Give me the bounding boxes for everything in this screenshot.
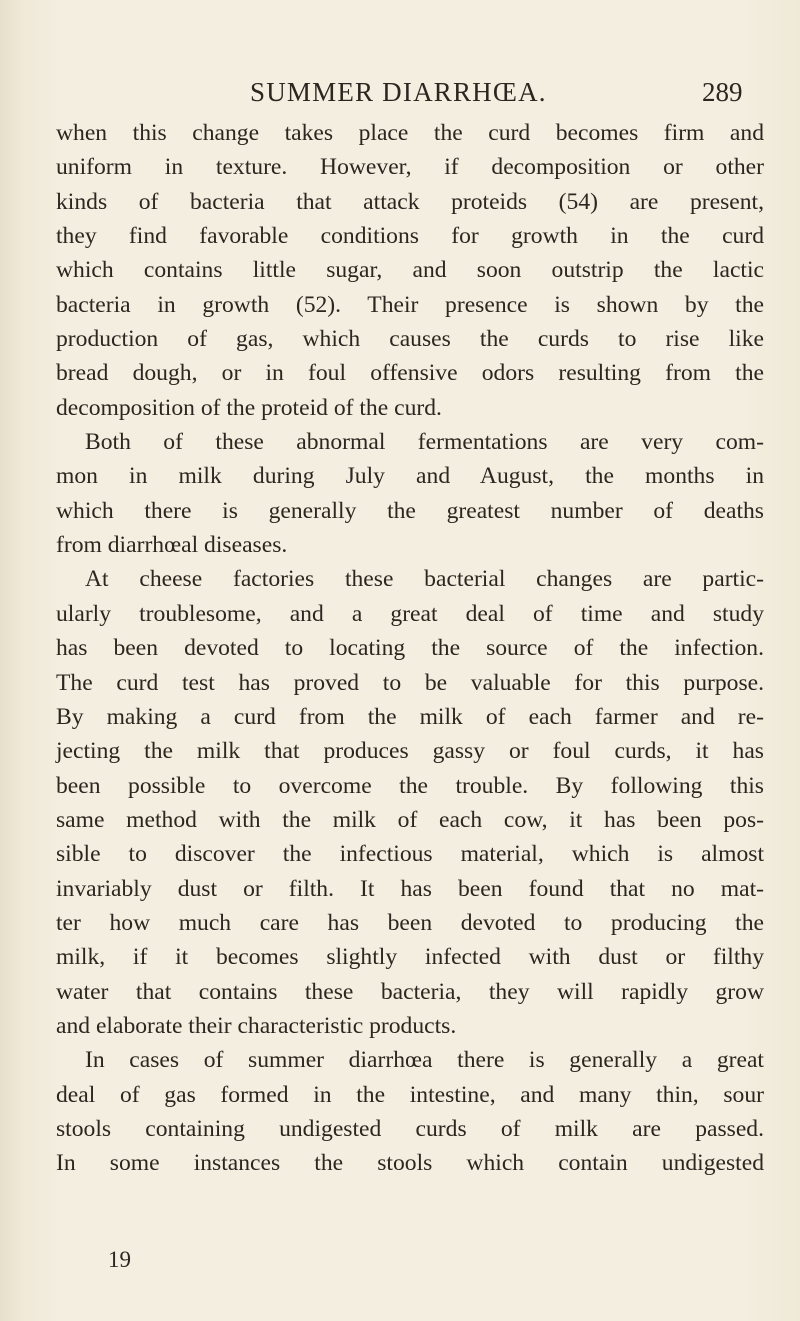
text-line: uniform in texture. However, if decomposition or other xyxy=(56,154,764,181)
page-number: 289 xyxy=(702,77,743,107)
text-line: same method with the milk of each cow, it has been pos- xyxy=(56,806,764,833)
running-head xyxy=(0,74,800,110)
paragraph-end-line: decomposition of the proteid of the curd. xyxy=(56,394,442,421)
text-line: production of gas, which causes the curds to rise like xyxy=(56,326,764,353)
signature-mark: 19 xyxy=(108,1247,131,1272)
text-line: invariably dust or filth. It has been found that no mat- xyxy=(56,875,764,902)
paragraph-end-line: and elaborate their characteristic products. xyxy=(56,1012,457,1039)
text-line: ularly troublesome, and a great deal of time and study xyxy=(56,600,764,627)
chapter-title: SUMMER DIARRHŒA. xyxy=(250,77,547,107)
text-line: which there is generally the greatest number of deaths xyxy=(56,497,764,524)
text-line: when this change takes place the curd becomes firm and xyxy=(56,120,764,146)
text-line: they find favorable conditions for growth in the curd xyxy=(56,223,764,250)
text-line: deal of gas formed in the intestine, and many thin, sour xyxy=(56,1081,764,1108)
paragraph-start-line: In cases of summer diarrhœa there is generally a great xyxy=(85,1047,764,1074)
text-line: bread dough, or in foul offensive odors resulting from the xyxy=(56,360,764,387)
text-line: milk, if it becomes slightly infected with dust or filthy xyxy=(56,944,764,971)
text-line: jecting the milk that produces gassy or foul curds, it has xyxy=(56,738,764,765)
text-line: ter how much care has been devoted to producing the xyxy=(56,909,764,936)
text-line: In some instances the stools which contain undigested xyxy=(56,1150,764,1177)
text-line: has been devoted to locating the source of the infection. xyxy=(56,635,764,662)
text-line: The curd test has proved to be valuable for this purpose. xyxy=(56,669,764,696)
text-line: water that contains these bacteria, they will rapidly grow xyxy=(56,978,764,1005)
text-line: bacteria in growth (52). Their presence is shown by the xyxy=(56,291,764,318)
text-line: been possible to overcome the trouble. By following this xyxy=(56,772,764,799)
text-line: stools containing undigested curds of milk are passed. xyxy=(56,1115,764,1142)
text-line: which contains little sugar, and soon outstrip the lactic xyxy=(56,257,764,284)
paragraph-start-line: At cheese factories these bacterial changes are partic- xyxy=(85,566,764,593)
paragraph-start-line: Both of these abnormal fermentations are very com- xyxy=(85,429,764,456)
body-text xyxy=(56,116,764,1181)
text-line: By making a curd from the milk of each farmer and re- xyxy=(56,703,764,730)
text-line: mon in milk during July and August, the months in xyxy=(56,463,764,490)
text-line: sible to discover the infectious material, which is almost xyxy=(56,841,764,868)
paragraph-end-line: from diarrhœal diseases. xyxy=(56,532,288,559)
text-line: kinds of bacteria that attack proteids (54) are present, xyxy=(56,188,764,215)
